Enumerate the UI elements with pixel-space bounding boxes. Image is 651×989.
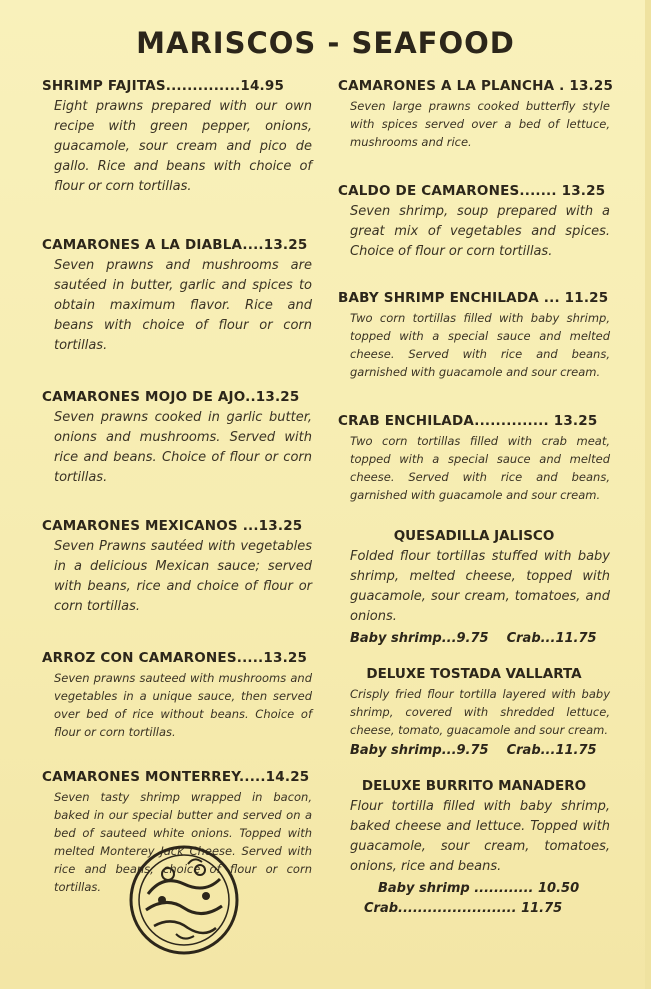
item-name: CAMARONES MONTERREY.....14.25 [42, 769, 310, 785]
item-description: Seven prawns sauteed with mushrooms and vegetables in a unique sauce, then served over bed of rice without beans. Choice of flour or corn tortillas. [54, 671, 312, 739]
item-description: Crisply fried flour tortilla layered with baby shrimp, covered with shredded lettuce, cheese, tomato, guacamole and sour cream. [350, 687, 610, 737]
item-description: Two corn tortillas filled with crab meat, topped with a special sauce and melted cheese. Served with rice and beans, garnished with guacamole and sour cream. [350, 434, 610, 502]
price-crab: Crab........................ 11.75 [364, 901, 563, 916]
menu-item [42, 78, 312, 197]
item-description: Seven prawns cooked in garlic butter, onions and mushrooms. Served with rice and beans. Choice of flour or corn tortillas. [54, 410, 312, 485]
left-column [42, 78, 312, 896]
right-column [338, 78, 614, 919]
page-title: MARISCOS - SEAFOOD [136, 26, 515, 60]
item-description: Two corn tortillas filled with baby shrimp, topped with a special sauce and melted cheese. Served with rice and beans, garnished with guacamole and sour cream. [350, 311, 610, 379]
item-prices [338, 743, 610, 758]
item-description: Folded flour tortillas stuffed with baby shrimp, melted cheese, topped with guacamole, sour cream, tomatoes, and onions. [350, 549, 610, 624]
menu-item [338, 183, 610, 264]
burrito-section [338, 778, 610, 919]
item-name: QUESADILLA JALISCO [393, 528, 555, 544]
menu-item [42, 650, 312, 741]
item-description: Seven Prawns sautéed with vegetables in a delicious Mexican sauce; served with beans, rice and choice of flour or corn tortillas. [54, 539, 312, 614]
item-prices [338, 631, 610, 646]
item-description: Seven shrimp, soup prepared with a great mix of vegetables and spices. Choice of flour or corn tortillas. [350, 204, 610, 259]
item-name: CAMARONES MEXICANOS ...13.25 [42, 518, 303, 534]
item-name: ARROZ CON CAMARONES.....13.25 [42, 650, 308, 666]
menu-item [42, 237, 312, 356]
item-description: Seven tasty shrimp wrapped in bacon, baked in our special butter and served on a bed of sauteed white onions. Topped with melted Monterey Jack Cheese. Served with rice and beans, choice of flour or corn tortillas. [54, 790, 312, 894]
price-crab: Crab...11.75 [506, 631, 597, 646]
price-shrimp: Baby shrimp...9.75 [350, 631, 489, 646]
quesadilla-section [338, 528, 610, 646]
decorative-emblem-icon [128, 844, 240, 956]
item-name: CALDO DE CAMARONES....... 13.25 [338, 183, 606, 199]
item-name: CAMARONES A LA DIABLA....13.25 [42, 237, 308, 253]
item-name: BABY SHRIMP ENCHILADA ... 11.25 [338, 290, 609, 306]
item-name: SHRIMP FAJITAS..............14.95 [42, 78, 285, 94]
price-shrimp: Baby shrimp...9.75 [350, 743, 489, 758]
tostada-section [338, 666, 610, 758]
item-description: Seven prawns and mushrooms are sautéed in butter, garlic and spices to obtain maximum flavor. Rice and beans with choice of flour or corn tortillas. [54, 258, 312, 353]
item-name: CAMARONES A LA PLANCHA . 13.25 [338, 78, 614, 94]
menu-item [42, 389, 312, 488]
menu-item [338, 413, 610, 506]
item-description: Eight prawns prepared with our own recipe with green pepper, onions, guacamole, sour cream and pico de gallo. Rice and beans with choice of flour or corn tortillas. [54, 99, 312, 194]
item-description: Flour tortilla filled with baby shrimp, baked cheese and lettuce. Topped with guacamole, sour cream, tomatoes, onions, rice and beans. [350, 799, 610, 874]
price-crab: Crab...11.75 [506, 743, 597, 758]
menu-item [338, 78, 614, 153]
item-name: CAMARONES MOJO DE AJO..13.25 [42, 389, 300, 405]
price-shrimp: Baby shrimp ............ 10.50 [378, 881, 580, 896]
item-description: Seven large prawns cooked butterfly style with spices served over a bed of lettuce, mushrooms and rice. [350, 99, 610, 149]
item-name: DELUXE BURRITO MANADERO [361, 778, 587, 794]
menu-item [42, 518, 312, 617]
item-name: DELUXE TOSTADA VALLARTA [366, 666, 582, 682]
menu-item [338, 290, 610, 383]
item-name: CRAB ENCHILADA.............. 13.25 [338, 413, 598, 429]
